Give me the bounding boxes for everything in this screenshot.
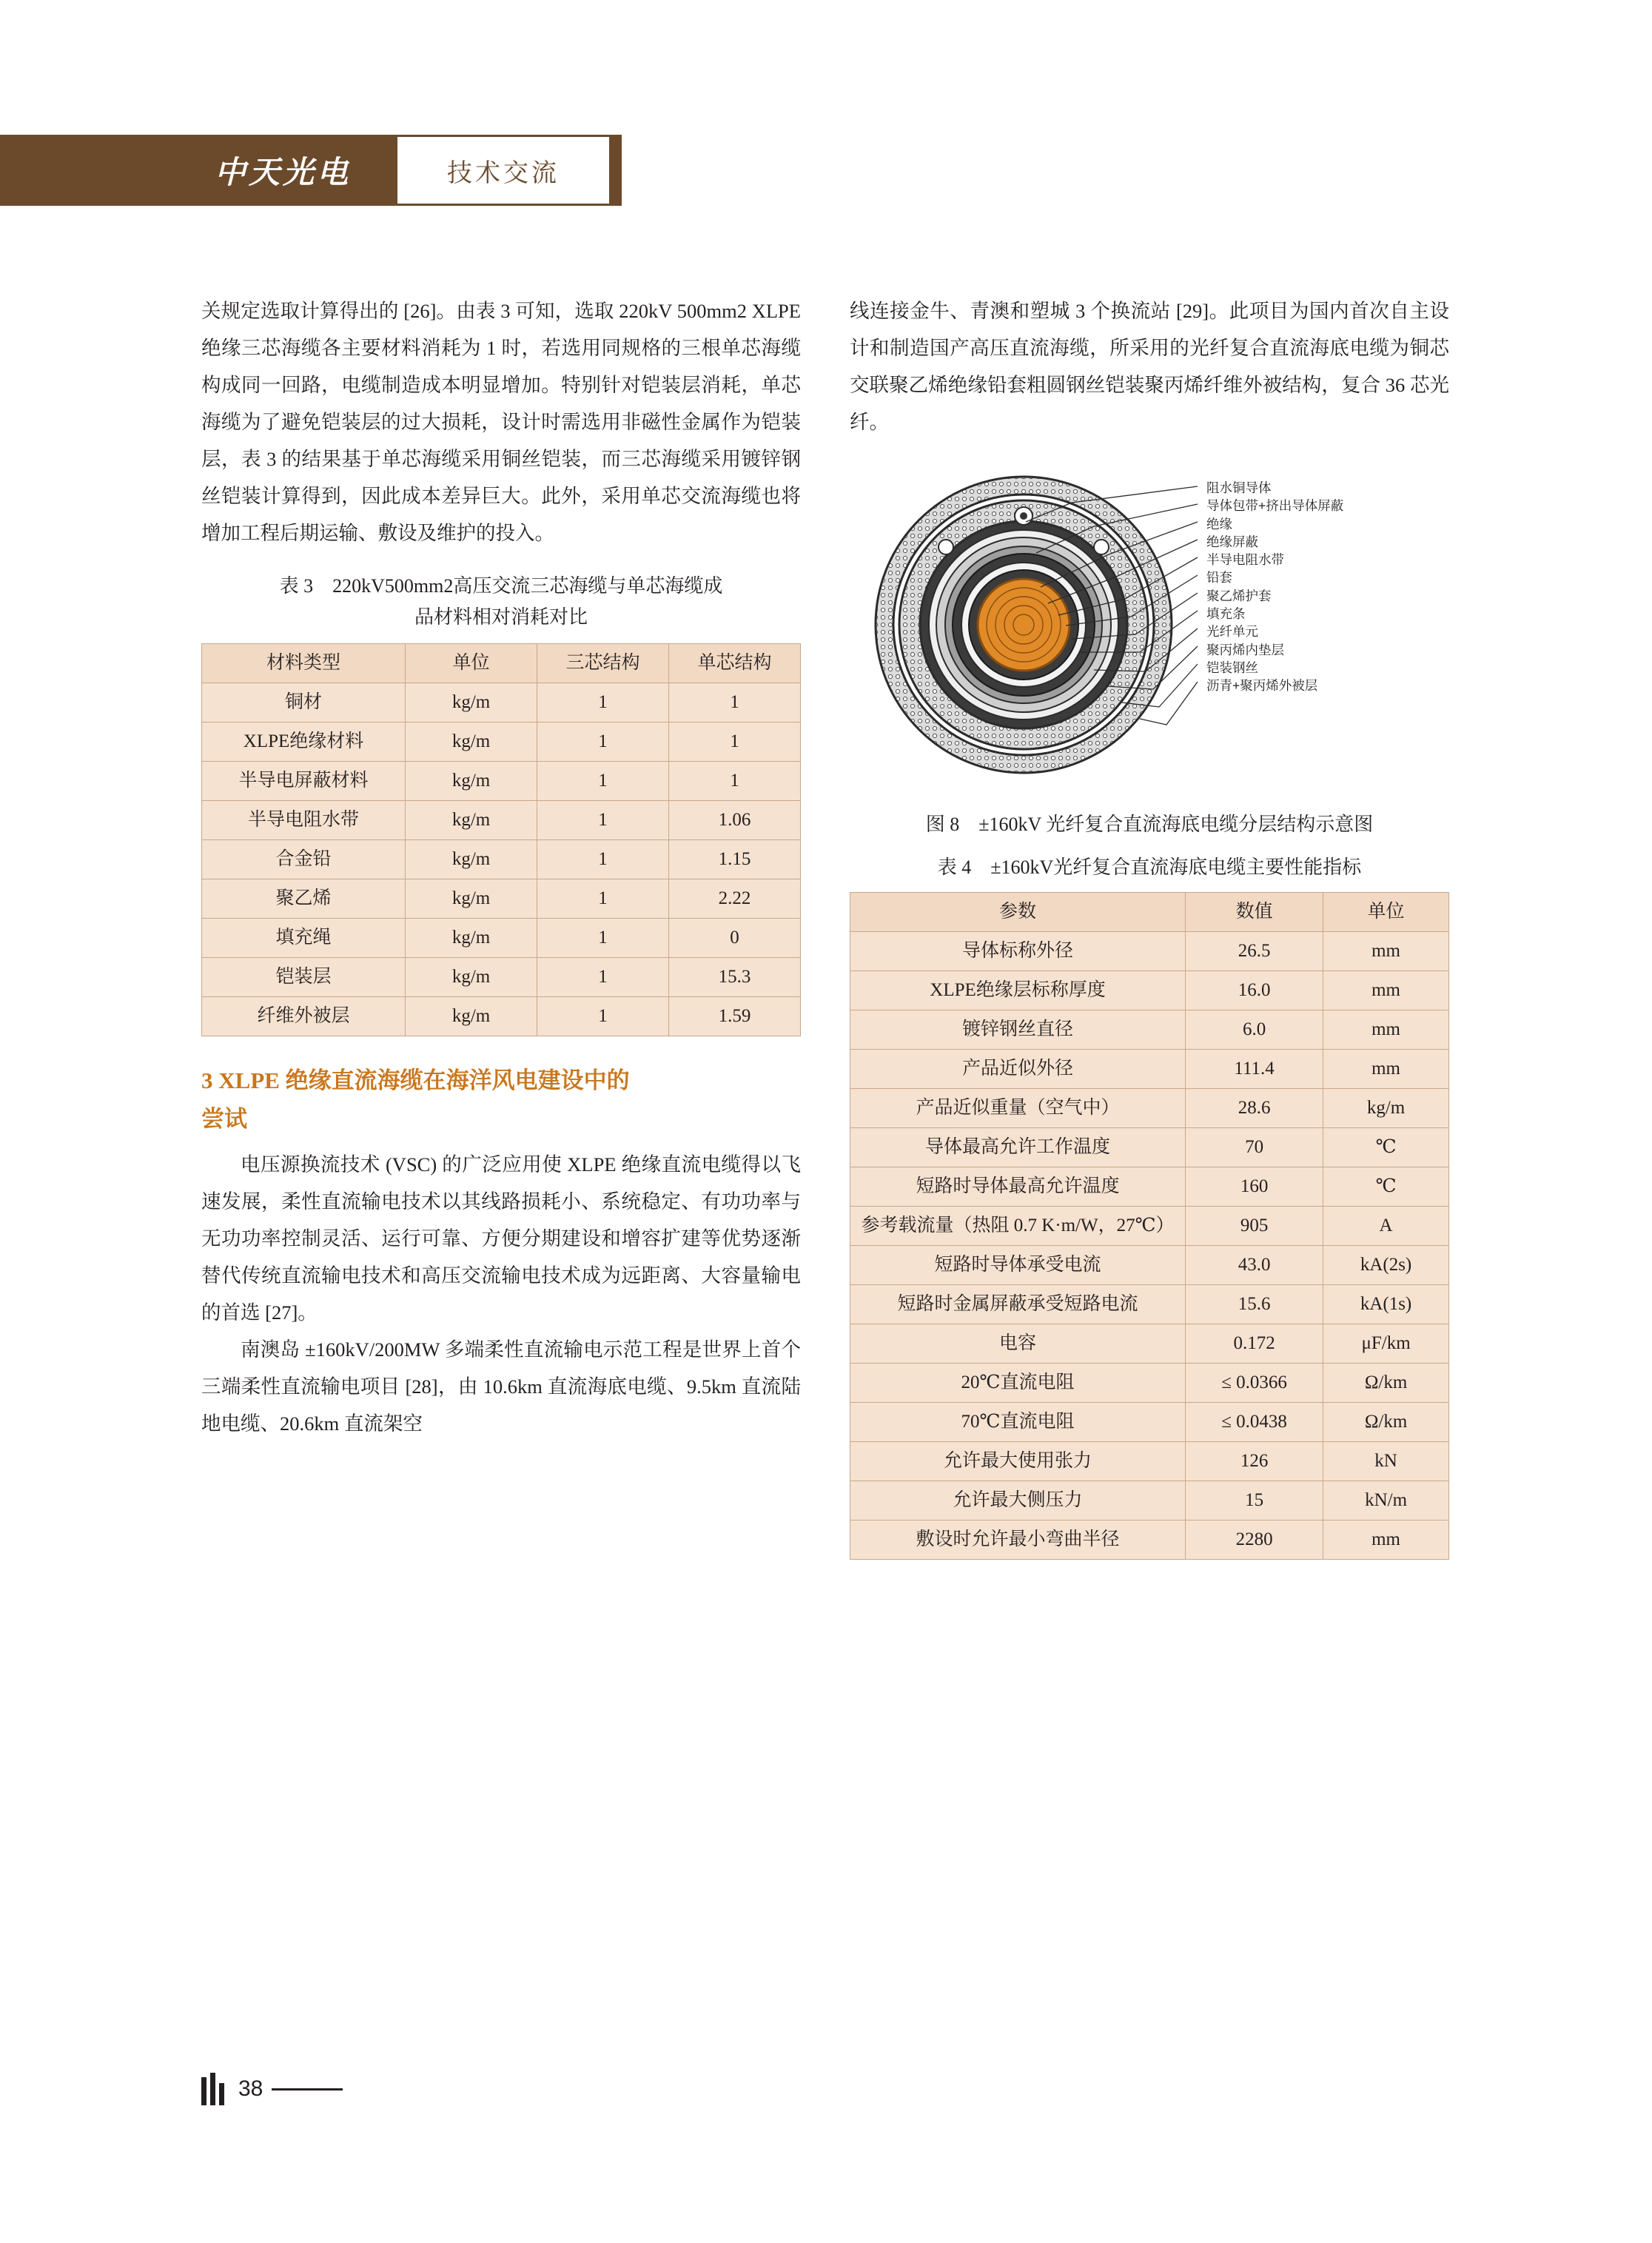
callout-label: 沥青+聚丙烯外被层 — [1206, 678, 1318, 694]
left-column — [201, 292, 801, 1442]
callout-label: 铠装钢丝 — [1206, 660, 1258, 675]
callout-label: 聚丙烯内垫层 — [1206, 642, 1284, 657]
footer-bars-icon — [201, 2073, 228, 2105]
table4-cell: XLPE绝缘层标称厚度 — [850, 971, 1186, 1010]
callout-label: 导体包带+挤出导体屏蔽 — [1206, 498, 1344, 514]
table4-header-cell: 单位 — [1323, 893, 1449, 932]
table3-header-cell: 材料类型 — [202, 644, 406, 683]
table3-caption-line2: 品材料相对消耗对比 — [414, 606, 588, 628]
table3-cell: XLPE绝缘材料 — [202, 722, 406, 762]
table4-cell: 导体标称外径 — [850, 932, 1186, 971]
table3-cell: 填充绳 — [202, 919, 406, 958]
table3-cell: 1 — [669, 722, 801, 762]
section-heading-line2: 尝试 — [201, 1106, 247, 1132]
table3-caption-line1: 表 3 220kV500mm2高压交流三芯海缆与单芯海缆成 — [279, 575, 723, 597]
table-row — [850, 932, 1449, 971]
table4-cell: 15.6 — [1186, 1285, 1323, 1324]
table4-cell: 参考载流量（热阻 0.7 K·m/W，27℃） — [850, 1207, 1186, 1246]
table3-cell: kg/m — [406, 840, 537, 879]
table3-cell: 1 — [669, 683, 801, 722]
figure-cable-cross-section — [850, 458, 1449, 799]
table4-cell: Ω/km — [1323, 1403, 1449, 1442]
table3-header-cell: 单芯结构 — [669, 644, 801, 683]
table-header-row — [202, 644, 801, 683]
table4-cell: 26.5 — [1186, 932, 1323, 971]
table-row — [850, 1089, 1449, 1128]
table4-cell: 15 — [1186, 1481, 1323, 1521]
table4-cell: kN/m — [1323, 1481, 1449, 1521]
callout-label: 聚乙烯护套 — [1206, 588, 1272, 603]
table3-cell: 铠装层 — [202, 958, 406, 997]
table3-cell: 1 — [537, 801, 669, 840]
callout-label: 阻水铜导体 — [1206, 480, 1272, 495]
table4-cell: mm — [1323, 971, 1449, 1010]
table4-cell: A — [1323, 1207, 1449, 1246]
table-row — [850, 1521, 1449, 1560]
table3-cell: kg/m — [406, 879, 537, 919]
table4-cell: 2280 — [1186, 1521, 1323, 1560]
table4-cell: 111.4 — [1186, 1050, 1323, 1089]
table4-cell: μF/km — [1323, 1324, 1449, 1364]
table3-cell: kg/m — [406, 997, 537, 1036]
table3-caption — [201, 571, 801, 633]
table-row — [850, 1481, 1449, 1521]
table4-cell: Ω/km — [1323, 1364, 1449, 1403]
table-row — [202, 801, 801, 840]
table4-header-cell: 参数 — [850, 893, 1186, 932]
callout-label: 绝缘屏蔽 — [1206, 534, 1258, 549]
table3-cell: 1 — [537, 919, 669, 958]
table4-cell: mm — [1323, 1010, 1449, 1050]
table-row — [202, 762, 801, 801]
table3-cell: 1.06 — [669, 801, 801, 840]
table-row — [202, 919, 801, 958]
table-row — [202, 683, 801, 722]
table3-cell: 1.15 — [669, 840, 801, 879]
table3-cell: 1 — [537, 762, 669, 801]
table-row — [850, 1050, 1449, 1089]
table3-cell: 半导电屏蔽材料 — [202, 762, 406, 801]
table3-cell: kg/m — [406, 683, 537, 722]
table4-cell: ≤ 0.0366 — [1186, 1364, 1323, 1403]
table-row — [202, 722, 801, 762]
table3-cell: 聚乙烯 — [202, 879, 406, 919]
table4-cell: 16.0 — [1186, 971, 1323, 1010]
table-row — [850, 1364, 1449, 1403]
table3-header-cell: 单位 — [406, 644, 537, 683]
table4-cell: 0.172 — [1186, 1324, 1323, 1364]
table3-cell: 2.22 — [669, 879, 801, 919]
table3-cell: kg/m — [406, 919, 537, 958]
table3-cell: 1 — [537, 722, 669, 762]
table3-cell: 15.3 — [669, 958, 801, 997]
table4-cell: kg/m — [1323, 1089, 1449, 1128]
table4-cell: 70℃直流电阻 — [850, 1403, 1186, 1442]
section-heading — [201, 1062, 801, 1139]
table4-cell: 允许最大侧压力 — [850, 1481, 1186, 1521]
table-row — [850, 1324, 1449, 1364]
table3-cell: kg/m — [406, 958, 537, 997]
table3-cell: 1 — [537, 879, 669, 919]
table4-cell: 6.0 — [1186, 1010, 1323, 1050]
table-header-row — [850, 893, 1449, 932]
table4-cell: ≤ 0.0438 — [1186, 1403, 1323, 1442]
table3-cell: 合金铅 — [202, 840, 406, 879]
table-row — [202, 958, 801, 997]
brand-logo: 中天光电 — [215, 156, 352, 190]
page-header — [0, 135, 622, 206]
table-row — [202, 840, 801, 879]
table-row — [850, 1285, 1449, 1324]
callout-label: 铅套 — [1206, 570, 1232, 586]
table4-cell: kA(1s) — [1323, 1285, 1449, 1324]
table4-cell: 产品近似重量（空气中） — [850, 1089, 1186, 1128]
table4-cell: mm — [1323, 1521, 1449, 1560]
table4-cell: 短路时金属屏蔽承受短路电流 — [850, 1285, 1186, 1324]
section-heading-line1: 3 XLPE 绝缘直流海缆在海洋风电建设中的 — [201, 1067, 630, 1093]
callout-label: 绝缘 — [1206, 516, 1232, 532]
table-row — [202, 997, 801, 1036]
figure-callout-list — [1206, 479, 1343, 695]
table4-cell: 短路时导体承受电流 — [850, 1246, 1186, 1285]
table3-cell: 1 — [537, 958, 669, 997]
table3-cell: 纤维外被层 — [202, 997, 406, 1036]
callout-label: 光纤单元 — [1206, 624, 1258, 640]
table3-cell: kg/m — [406, 722, 537, 762]
table3-cell: 1.59 — [669, 997, 801, 1036]
table4-cell: 160 — [1186, 1167, 1323, 1207]
page-footer — [201, 2073, 343, 2105]
table3-cell: 1 — [537, 840, 669, 879]
table4-cell: 70 — [1186, 1128, 1323, 1167]
footer-rule — [272, 2088, 343, 2091]
table4-cell: 电容 — [850, 1324, 1186, 1364]
table3-cell: 0 — [669, 919, 801, 958]
cable-cross-section-svg — [850, 458, 1449, 791]
table3-cell: kg/m — [406, 762, 537, 801]
left-paragraph-1: 关规定选取计算得出的 [26]。由表 3 可知，选取 220kV 500mm2 XLPE 绝缘三芯海缆各主要材料消耗为 1 时，若选用同规格的三根单芯海缆构成同一回路，电缆制造成本明显增加。特别针对铠装层消耗，单芯海缆为了避免铠装层的过大损耗，设计时需选用非磁性金属作为铠装层，表 3 的结果基于单芯海缆采用铜丝铠装，而三芯海缆采用镀锌钢丝铠装计算得到，因此成本差异巨大。此外，采用单芯交流海缆也将增加工程后期运输、敷设及维护的投入。 — [201, 300, 801, 544]
table3-cell: 铜材 — [202, 683, 406, 722]
table4-cell: 43.0 — [1186, 1246, 1323, 1285]
table4-cell: 短路时导体最高允许温度 — [850, 1167, 1186, 1207]
left-paragraph-2: 电压源换流技术 (VSC) 的广泛应用使 XLPE 绝缘直流电缆得以飞速发展，柔性直流输电技术以其线路损耗小、系统稳定、有功功率与无功功率控制灵活、运行可靠、方便分期建设和增容扩建等优势逐渐替代传统直流输电技术和高压交流输电技术成为远距离、大容量输电的首选 [27]。 — [201, 1153, 801, 1324]
table4-cell: kA(2s) — [1323, 1246, 1449, 1285]
table3-cell: 1 — [669, 762, 801, 801]
table4-cell: 导体最高允许工作温度 — [850, 1128, 1186, 1167]
callout-label: 半导电阻水带 — [1206, 552, 1284, 568]
table-row — [850, 1167, 1449, 1207]
table-row — [850, 1442, 1449, 1481]
table3-cell: kg/m — [406, 801, 537, 840]
table4-cell: 敷设时允许最小弯曲半径 — [850, 1521, 1186, 1560]
table-row — [850, 1128, 1449, 1167]
left-paragraph-3: 南澳岛 ±160kV/200MW 多端柔性直流输电示范工程是世界上首个三端柔性直流输电项目 [28]，由 10.6km 直流海底电缆、9.5km 直流陆地电缆、20.6km 直流架空 — [201, 1338, 801, 1435]
table-row — [850, 1010, 1449, 1050]
table4-cell: mm — [1323, 932, 1449, 971]
table4-cell: kN — [1323, 1442, 1449, 1481]
table4-header-cell: 数值 — [1186, 893, 1323, 932]
right-paragraph-1: 线连接金牛、青澳和塑城 3 个换流站 [29]。此项目为国内首次自主设计和制造国产高压直流海缆，所采用的光纤复合直流海底电缆为铜芯交联聚乙烯绝缘铅套粗圆钢丝铠装聚丙烯纤维外被结构，复合 36 芯光纤。 — [850, 300, 1449, 433]
table4-cell: mm — [1323, 1050, 1449, 1089]
table3-cell: 1 — [537, 997, 669, 1036]
table3-cell: 1 — [537, 683, 669, 722]
table3-cell: 半导电阻水带 — [202, 801, 406, 840]
figure-caption: 图 8 ±160kV 光纤复合直流海底电缆分层结构示意图 — [925, 814, 1374, 835]
table4-cell: 28.6 — [1186, 1089, 1323, 1128]
right-column — [850, 292, 1449, 1560]
table-row — [850, 971, 1449, 1010]
table4-cell: 产品近似外径 — [850, 1050, 1186, 1089]
table4-cell: ℃ — [1323, 1167, 1449, 1207]
table-row — [850, 1207, 1449, 1246]
table-row — [850, 1403, 1449, 1442]
table-row — [850, 1246, 1449, 1285]
table4-cell: 20℃直流电阻 — [850, 1364, 1186, 1403]
table4-caption: 表 4 ±160kV光纤复合直流海底电缆主要性能指标 — [937, 856, 1362, 878]
table-material-consumption — [201, 643, 801, 1036]
callout-label: 填充条 — [1206, 606, 1246, 622]
section-tag: 技术交流 — [395, 135, 611, 206]
table4-cell: 905 — [1186, 1207, 1323, 1246]
page-number: 38 — [238, 2076, 263, 2101]
table4-cell: 允许最大使用张力 — [850, 1442, 1186, 1481]
table-row — [202, 879, 801, 919]
table3-header-cell: 三芯结构 — [537, 644, 669, 683]
table4-cell: 镀锌钢丝直径 — [850, 1010, 1186, 1050]
table4-cell: ℃ — [1323, 1128, 1449, 1167]
table4-cell: 126 — [1186, 1442, 1323, 1481]
table-cable-performance — [850, 892, 1449, 1560]
